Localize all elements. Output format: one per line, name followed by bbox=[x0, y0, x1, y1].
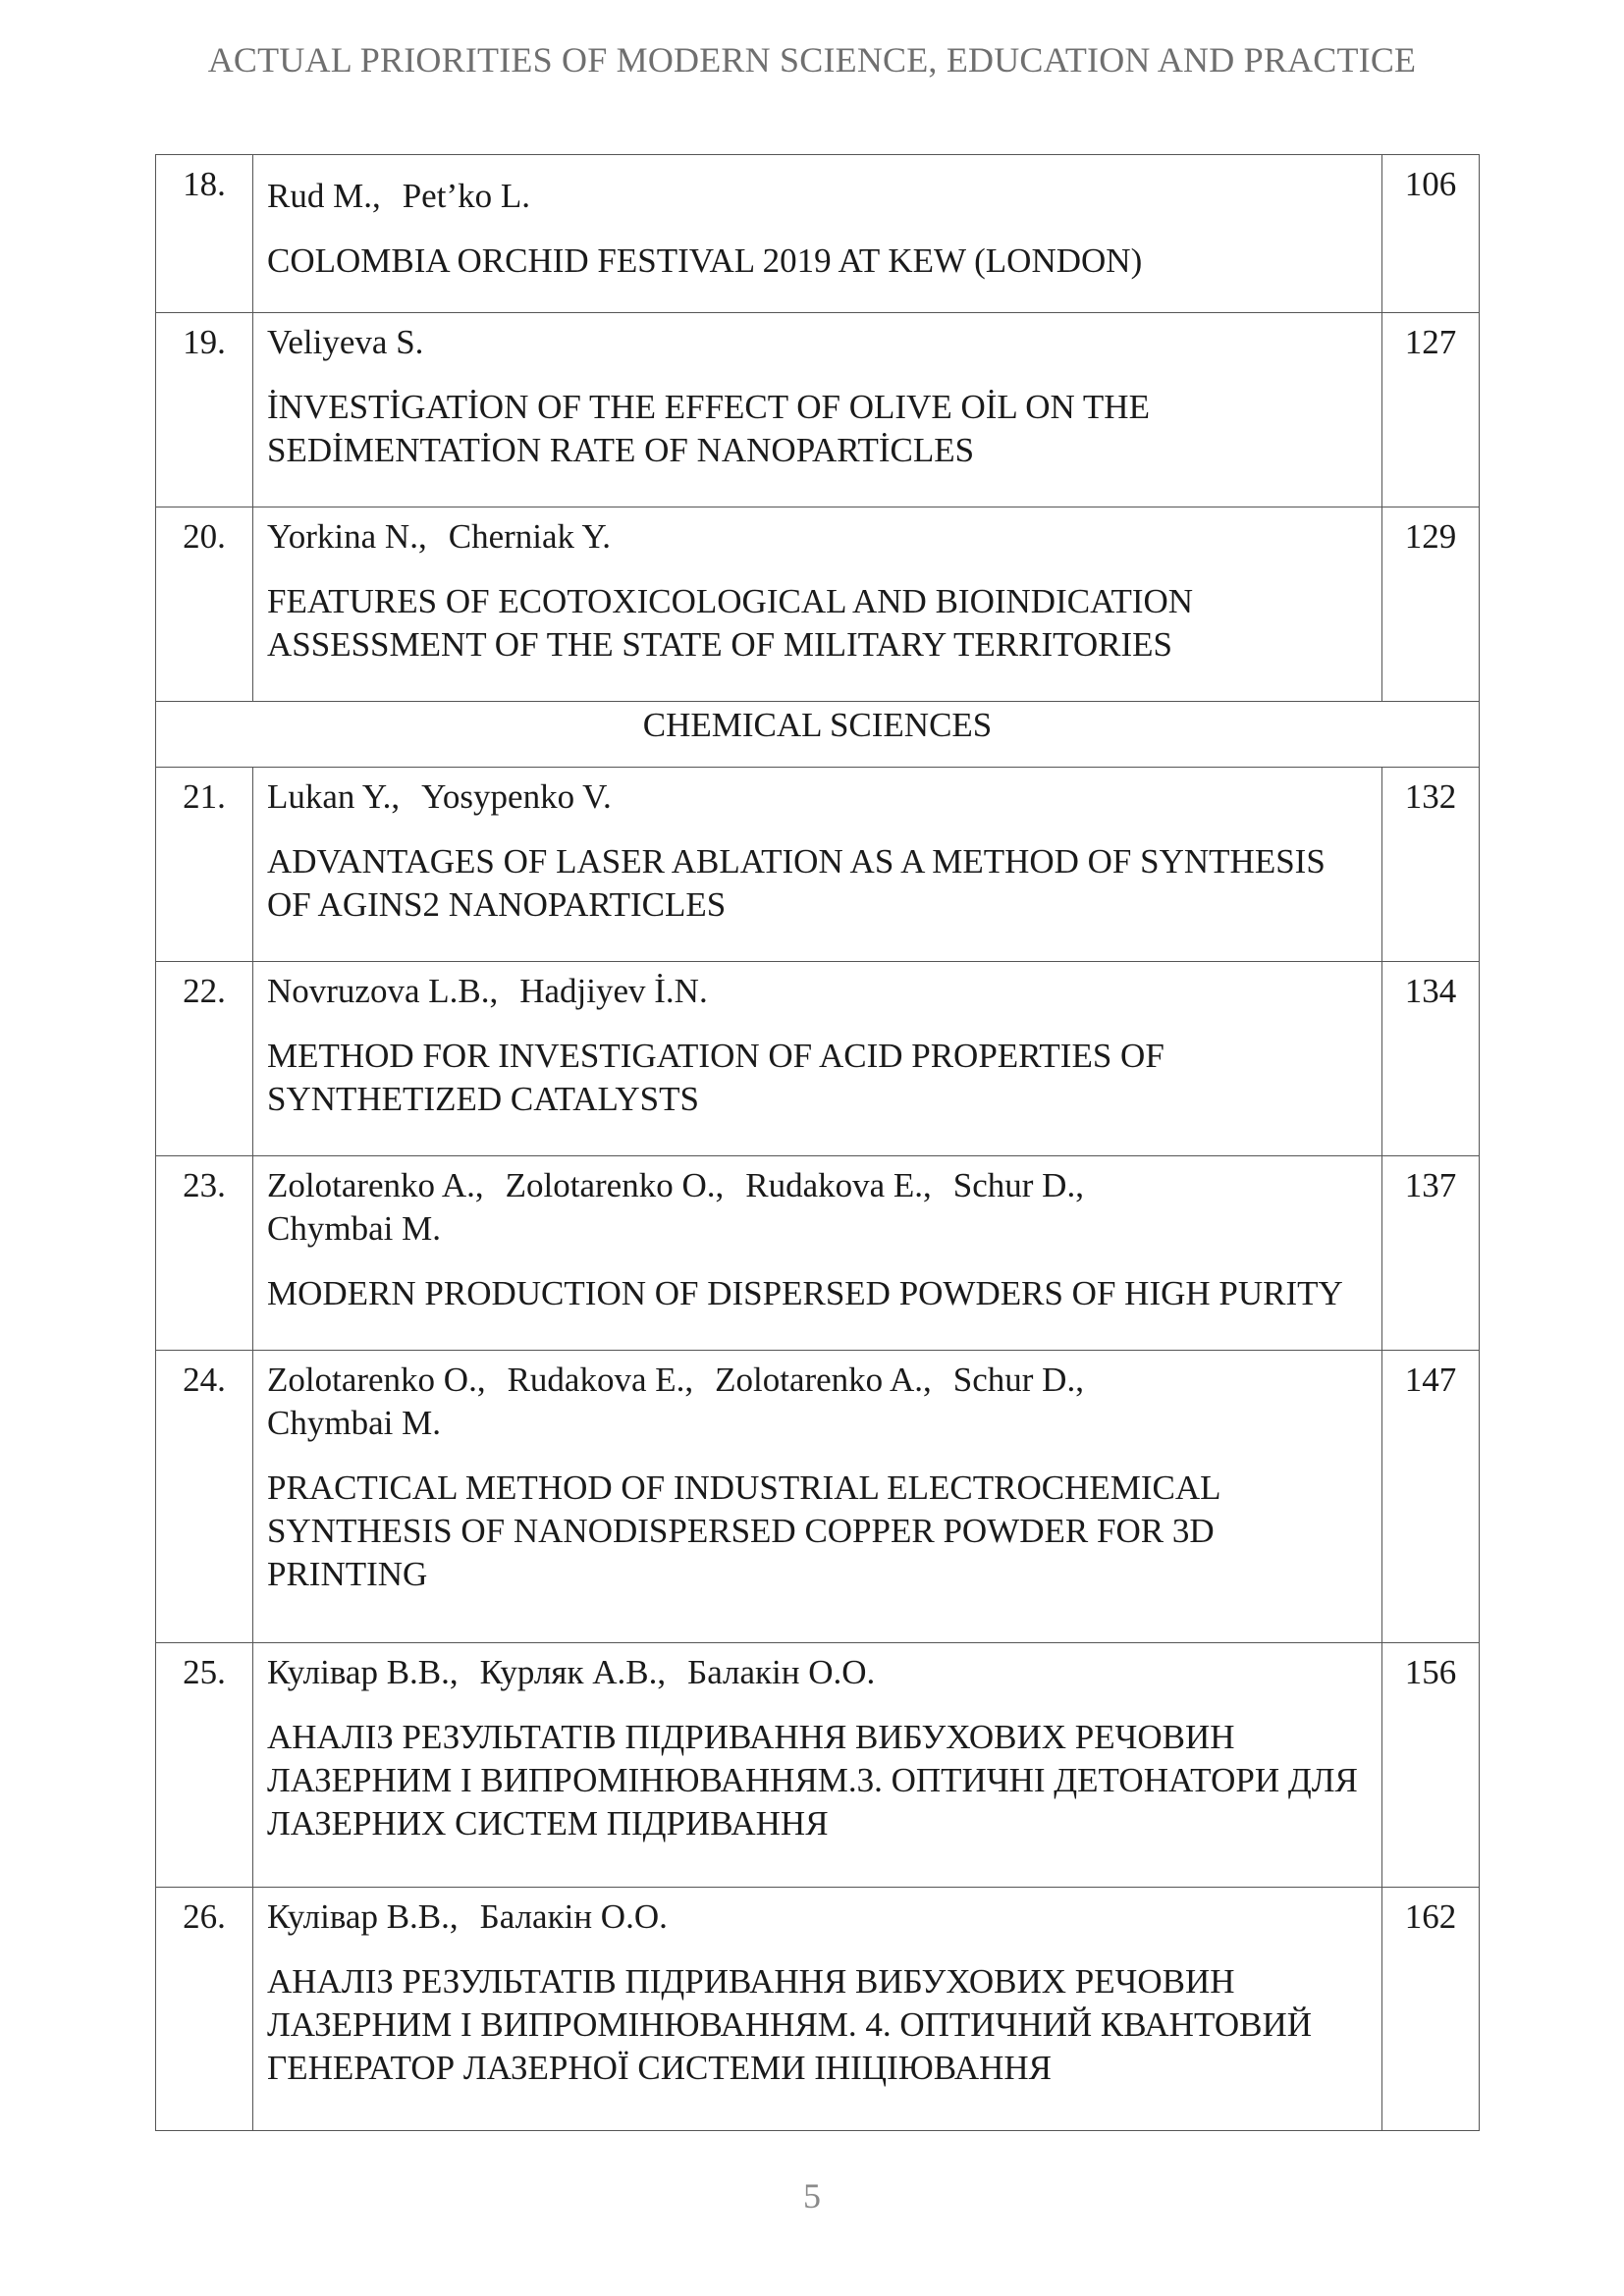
entry-authors: Yorkina N., Cherniak Y. bbox=[267, 517, 611, 557]
entry-authors: Rud M., Pet’ko L. bbox=[267, 177, 530, 215]
toc-row bbox=[156, 1643, 1480, 1887]
entry-authors: Zolotarenko A., Zolotarenko O., Rudakova E., Schur D., Chymbai M. bbox=[267, 1165, 1084, 1248]
entry-title: METHOD FOR INVESTIGATION OF ACID PROPERTIES OF SYNTHETIZED CATALYSTS bbox=[267, 1037, 1164, 1119]
toc-row bbox=[156, 313, 1480, 507]
entry-page: 106 bbox=[1382, 155, 1480, 313]
entry-number: 25. bbox=[156, 1643, 253, 1887]
entry-page: 129 bbox=[1382, 507, 1480, 702]
entry-title: PRACTICAL METHOD OF INDUSTRIAL ELECTROCHEMICAL SYNTHESIS OF NANODISPERSED COPPER POWDER FOR 3D PRINTING bbox=[267, 1468, 1220, 1593]
entry-authors: Veliyeva S. bbox=[267, 323, 424, 362]
toc-row bbox=[156, 962, 1480, 1156]
entry-page: 156 bbox=[1382, 1643, 1480, 1887]
entry-authors: Lukan Y., Yosypenko V. bbox=[267, 777, 612, 817]
entry-title: COLOMBIA ORCHID FESTIVAL 2019 AT KEW (LONDON) bbox=[267, 241, 1143, 280]
table-of-contents bbox=[155, 154, 1480, 2131]
entry-body bbox=[253, 1350, 1382, 1643]
entry-authors: Novruzova L.B., Hadjiyev İ.N. bbox=[267, 972, 708, 1011]
entry-title: FEATURES OF ECOTOXICOLOGICAL AND BIOINDICATION ASSESSMENT OF THE STATE OF MILITARY TERRITORIES bbox=[267, 582, 1194, 665]
entry-title: MODERN PRODUCTION OF DISPERSED POWDERS OF HIGH PURITY bbox=[267, 1273, 1343, 1312]
entry-title: ADVANTAGES OF LASER ABLATION AS A METHOD OF SYNTHESIS OF AGINS2 NANOPARTICLES bbox=[267, 842, 1326, 925]
toc-row bbox=[156, 768, 1480, 962]
entry-page: 132 bbox=[1382, 768, 1480, 962]
entry-number: 20. bbox=[156, 507, 253, 702]
entry-body bbox=[253, 1643, 1382, 1887]
entry-body bbox=[253, 1155, 1382, 1350]
entry-body bbox=[253, 768, 1382, 962]
entry-authors: Кулівар В.В., Балакін О.О. bbox=[267, 1896, 668, 1936]
entry-title: АНАЛІЗ РЕЗУЛЬТАТІВ ПІДРИВАННЯ ВИБУХОВИХ РЕЧОВИН ЛАЗЕРНИМ І ВИПРОМІНЮВАННЯМ.3. ОПТИЧНІ ДЕТОНАТОРИ ДЛЯ ЛАЗЕРНИХ СИСТЕМ ПІДРИВАННЯ bbox=[267, 1718, 1358, 1843]
entry-number: 24. bbox=[156, 1350, 253, 1643]
entry-number: 18. bbox=[156, 155, 253, 313]
entry-authors: Zolotarenko O., Rudakova E., Zolotarenko A., Schur D., Chymbai M. bbox=[267, 1360, 1084, 1442]
entry-page: 137 bbox=[1382, 1155, 1480, 1350]
entry-body bbox=[253, 1887, 1382, 2130]
toc-row bbox=[156, 155, 1480, 313]
entry-title: İNVESTİGATİON OF THE EFFECT OF OLIVE OİL ON THE SEDİMENTATİON RATE OF NANOPARTİCLES bbox=[267, 388, 1150, 470]
entry-page: 134 bbox=[1382, 962, 1480, 1156]
entry-number: 22. bbox=[156, 962, 253, 1156]
toc-row bbox=[156, 1155, 1480, 1350]
entry-number: 19. bbox=[156, 313, 253, 507]
entry-body bbox=[253, 155, 1382, 313]
entry-authors: Кулівар В.В., Курляк А.В., Балакін О.О. bbox=[267, 1653, 876, 1692]
entry-number: 26. bbox=[156, 1887, 253, 2130]
entry-number: 21. bbox=[156, 768, 253, 962]
running-header: ACTUAL PRIORITIES OF MODERN SCIENCE, EDUCATION AND PRACTICE bbox=[207, 40, 1417, 80]
toc-row bbox=[156, 1350, 1480, 1643]
page-number: 5 bbox=[803, 2176, 821, 2216]
entry-body bbox=[253, 962, 1382, 1156]
section-heading: CHEMICAL SCIENCES bbox=[156, 702, 1480, 768]
toc-row bbox=[156, 507, 1480, 702]
toc-row bbox=[156, 1887, 1480, 2130]
entry-page: 127 bbox=[1382, 313, 1480, 507]
entry-body bbox=[253, 313, 1382, 507]
entry-title: АНАЛІЗ РЕЗУЛЬТАТІВ ПІДРИВАННЯ ВИБУХОВИХ РЕЧОВИН ЛАЗЕРНИМ І ВИПРОМІНЮВАННЯМ. 4. ОПТИЧНИЙ КВАНТОВИЙ ГЕНЕРАТОР ЛАЗЕРНОЇ СИСТЕМИ ІНІЦІЮВАННЯ bbox=[267, 1961, 1313, 2087]
section-row bbox=[156, 702, 1480, 768]
entry-page: 162 bbox=[1382, 1887, 1480, 2130]
entry-body bbox=[253, 507, 1382, 702]
entry-page: 147 bbox=[1382, 1350, 1480, 1643]
entry-number: 23. bbox=[156, 1155, 253, 1350]
